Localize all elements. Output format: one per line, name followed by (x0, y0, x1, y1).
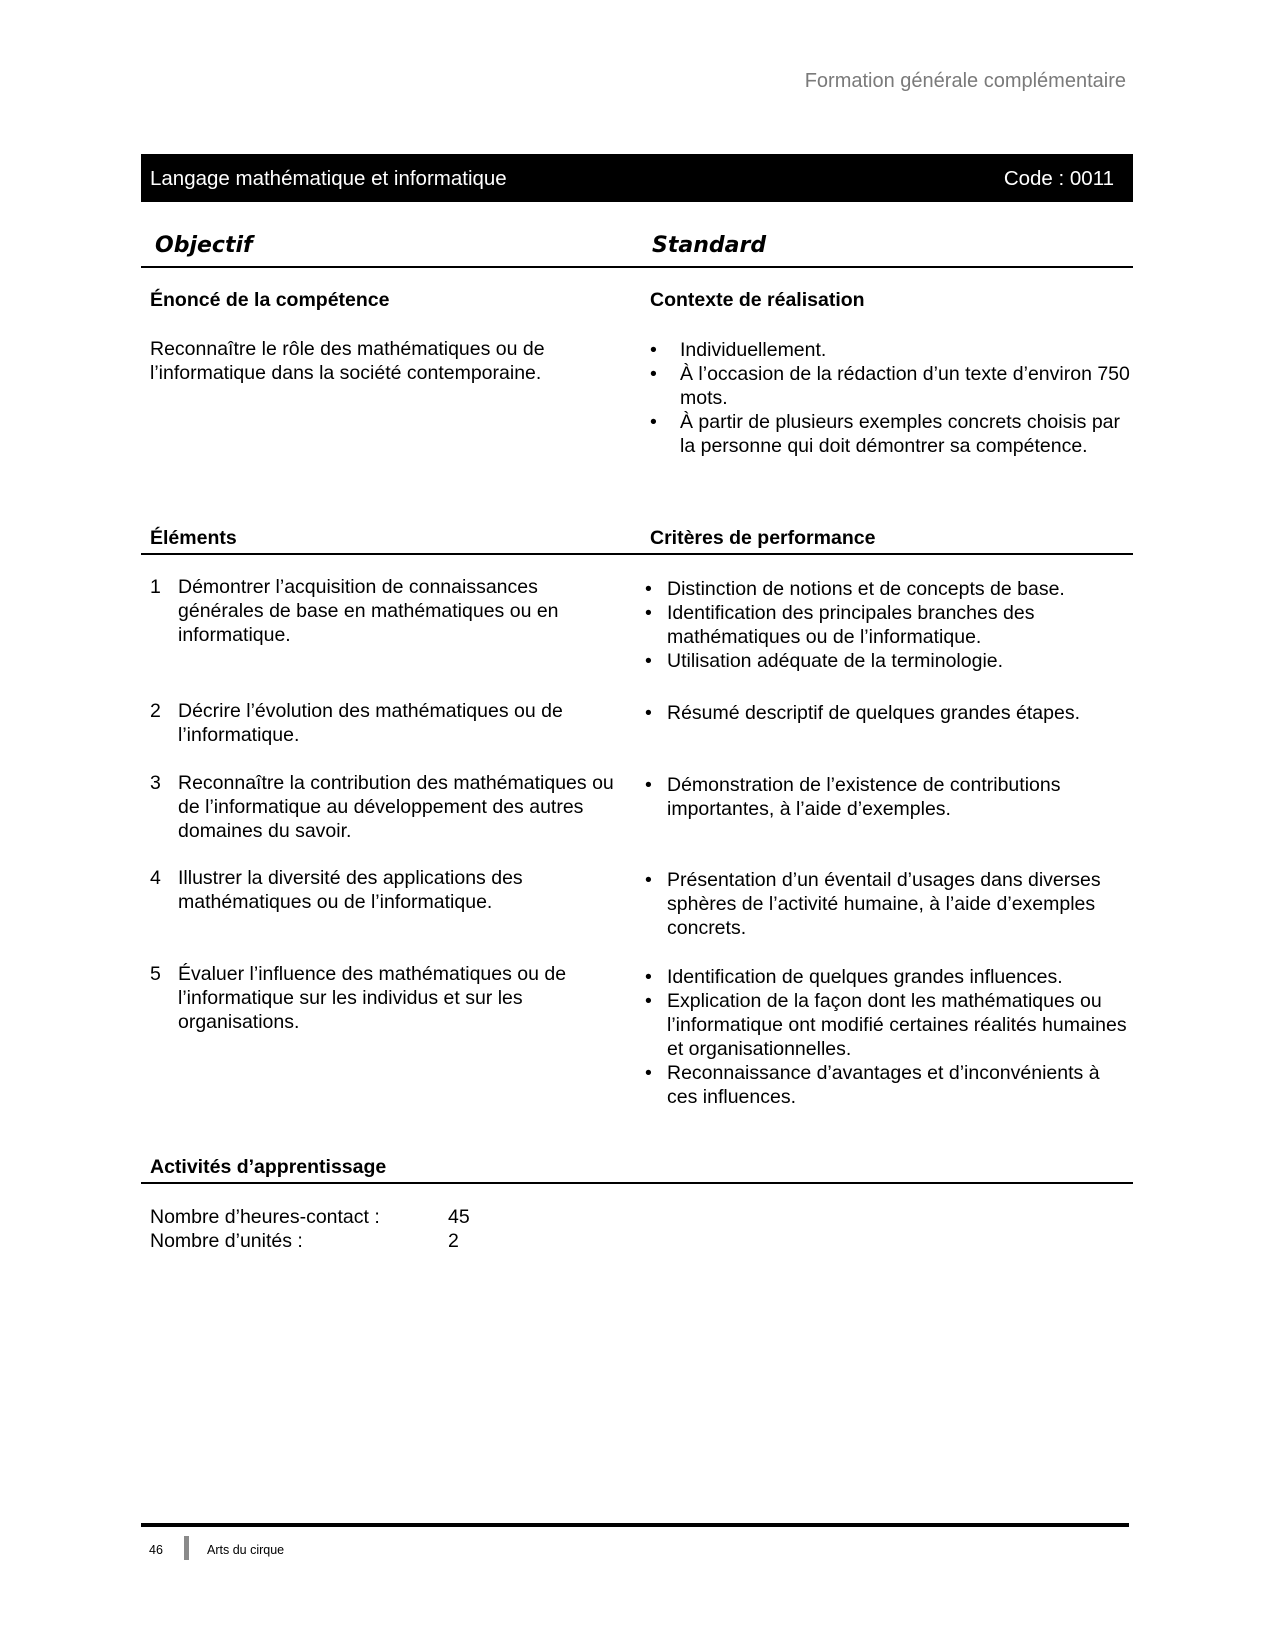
bullet-icon: • (645, 650, 652, 672)
standard-heading: Standard (652, 233, 767, 258)
elements-rule (141, 553, 1133, 555)
element-text: Illustrer la diversité des applications des mathématiques ou de l’informatique. (178, 867, 523, 913)
criteria-item (645, 773, 1135, 821)
objective-heading: Objectif (155, 233, 253, 258)
bullet-icon: • (645, 990, 652, 1012)
element-item (150, 866, 620, 914)
bullet-icon: • (645, 966, 652, 988)
criteria-text: Identification des principales branches des mathématiques ou de l’informatique. (667, 602, 1035, 648)
element-text: Démontrer l’acquisition de connaissances générales de base en mathématiques ou en informatique. (178, 576, 559, 646)
footer-rule (141, 1523, 1129, 1527)
running-header: Formation générale complémentaire (804, 70, 1126, 92)
element-item (150, 699, 620, 747)
criteria-text: Explication de la façon dont les mathématiques ou l’informatique ont modifié certaines réalités humaines et organisationnelles. (667, 990, 1127, 1060)
competence-statement: Reconnaître le rôle des mathématiques ou de l’informatique dans la société contemporaine. (150, 338, 545, 384)
units-row (150, 1229, 650, 1253)
criteria-heading: Critères de performance (650, 527, 876, 549)
element-text: Évaluer l’influence des mathématiques ou de l’informatique sur les individus et sur les organisations. (178, 963, 567, 1033)
criteria-text: Démonstration de l’existence de contributions importantes, à l’aide d’exemples. (667, 774, 1061, 820)
hours-value: 45 (448, 1206, 470, 1228)
context-heading: Contexte de réalisation (650, 289, 865, 311)
criteria-text: Identification de quelques grandes influences. (667, 966, 1063, 988)
element-item (150, 962, 620, 1034)
criteria-item (645, 601, 1135, 649)
criteria-text: Utilisation adéquate de la terminologie. (667, 650, 1004, 672)
bullet-icon: • (650, 339, 657, 361)
criteria-list (645, 773, 1135, 821)
units-label: Nombre d’unités : (150, 1230, 303, 1252)
criteria-text: Reconnaissance d’avantages et d’inconvénients à ces influences. (667, 1062, 1100, 1108)
element-number: 3 (150, 772, 161, 794)
element-number: 1 (150, 576, 161, 598)
bullet-icon: • (650, 411, 657, 433)
activities-heading: Activités d’apprentissage (150, 1156, 387, 1178)
criteria-list (645, 868, 1135, 940)
element-number: 5 (150, 963, 161, 985)
bullet-icon: • (650, 363, 657, 385)
course-title-bar (141, 154, 1133, 202)
criteria-item (645, 965, 1135, 989)
element-text: Reconnaître la contribution des mathématiques ou de l’informatique au développement des autres domaines du savoir. (178, 772, 614, 842)
criteria-item (645, 577, 1135, 601)
context-item (650, 362, 1130, 410)
element-text: Décrire l’évolution des mathématiques ou de l’informatique. (178, 700, 563, 746)
footer-separator (184, 1536, 189, 1560)
context-item-text: À l’occasion de la rédaction d’un texte d’environ 750 mots. (680, 363, 1130, 409)
competence-heading: Énoncé de la compétence (150, 289, 390, 311)
hours-label: Nombre d’heures-contact : (150, 1206, 380, 1228)
element-number: 2 (150, 700, 161, 722)
criteria-list (645, 577, 1135, 673)
criteria-list (645, 701, 1135, 725)
course-title: Langage mathématique et informatique (150, 167, 507, 190)
context-list (650, 338, 1130, 458)
footer-program-title: Arts du cirque (207, 1543, 285, 1557)
element-item (150, 575, 620, 647)
criteria-item (645, 989, 1135, 1061)
criteria-item (645, 868, 1135, 940)
context-item-text: À partir de plusieurs exemples concrets choisis par la personne qui doit démontrer sa compétence. (680, 411, 1121, 457)
context-item (650, 410, 1130, 458)
criteria-item (645, 1061, 1135, 1109)
criteria-text: Présentation d’un éventail d’usages dans diverses sphères de l’activité humaine, à l’aide d’exemples concrets. (667, 869, 1101, 939)
activities-rule (141, 1182, 1133, 1184)
bullet-icon: • (645, 869, 652, 891)
activities-stats (150, 1205, 650, 1253)
bullet-icon: • (645, 1062, 652, 1084)
course-code: Code : 0011 (1003, 167, 1114, 190)
units-value: 2 (448, 1230, 459, 1252)
criteria-item (645, 649, 1135, 673)
section-rule (141, 266, 1133, 268)
bullet-icon: • (645, 602, 652, 624)
context-item-text: Individuellement. (680, 339, 827, 361)
bullet-icon: • (645, 702, 652, 724)
bullet-icon: • (645, 774, 652, 796)
criteria-text: Distinction de notions et de concepts de base. (667, 578, 1065, 600)
element-number: 4 (150, 867, 161, 889)
bullet-icon: • (645, 578, 652, 600)
criteria-text: Résumé descriptif de quelques grandes étapes. (667, 702, 1081, 724)
context-item (650, 338, 1130, 362)
element-item (150, 771, 620, 843)
hours-row (150, 1205, 650, 1229)
criteria-list (645, 965, 1135, 1109)
criteria-item (645, 701, 1135, 725)
elements-heading: Éléments (150, 527, 237, 549)
page-number: 46 (149, 1543, 163, 1557)
